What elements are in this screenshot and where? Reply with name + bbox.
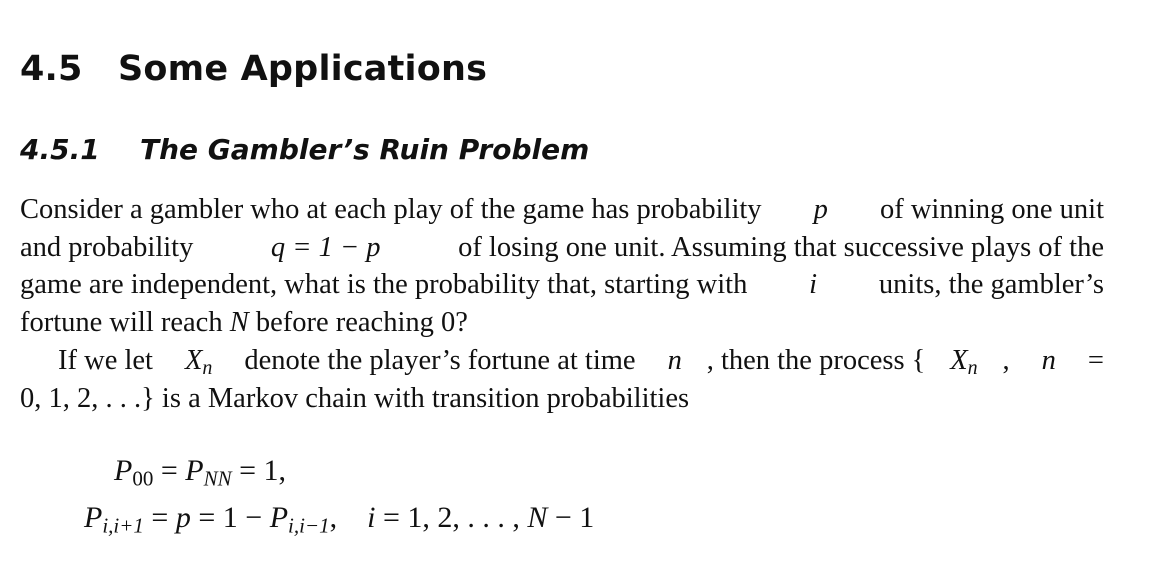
math-variable-Xn [950, 342, 977, 380]
text-run: units, the gambler’s [871, 269, 1104, 301]
math-variable-i: i [809, 269, 818, 301]
section-title: Some Applications [118, 49, 488, 89]
text-run: before reaching 0? [248, 307, 468, 339]
equation-transition-probabilities [84, 498, 594, 538]
math-subscript: n [967, 356, 978, 379]
problem-statement-paragraph [20, 191, 1104, 342]
subsection-number: 4.5.1 [20, 133, 100, 166]
math-variable-N: N [229, 307, 249, 339]
paragraph-line [20, 304, 1104, 342]
math-symbol: X [950, 345, 968, 376]
text-run: of losing one unit. Assuming that successive plays of the [450, 231, 1104, 263]
math-operator: = 1, 2, . . . , [375, 501, 528, 534]
math-symbol: P [114, 454, 133, 487]
paragraph-line [20, 229, 1104, 267]
text-run: , then the process { [706, 345, 926, 376]
text-run: and probability [20, 231, 201, 263]
math-variable-n: n [1041, 345, 1056, 376]
math-symbol: P [269, 501, 289, 534]
math-subscript: i,i−1 [288, 513, 330, 538]
math-symbol: P [185, 454, 204, 487]
text-run: Consider a gambler who at each play of the game has probability [20, 194, 769, 225]
text-run: = [1080, 345, 1104, 376]
math-symbol: i [367, 501, 376, 534]
paragraph-line [20, 380, 1104, 418]
math-symbol: P [84, 501, 103, 534]
paragraph-line [20, 191, 1104, 229]
text-run: , [1002, 345, 1017, 376]
markov-chain-paragraph [20, 342, 1104, 417]
math-variable-p: p [813, 194, 828, 225]
paragraph-line [58, 342, 1104, 380]
equation-boundary-probabilities [114, 451, 286, 491]
math-variable-n: n [667, 345, 682, 376]
math-variable-Xn [185, 342, 212, 380]
math-operator: − 1 [547, 501, 595, 534]
math-operator: = 1, [231, 454, 287, 487]
subsection-title: The Gambler’s Ruin Problem [140, 133, 590, 166]
math-operator: = [143, 501, 176, 534]
math-subscript: 00 [132, 466, 154, 491]
section-number: 4.5 [20, 49, 83, 89]
math-operator: = 1 − [190, 501, 270, 534]
text-run: If we let [58, 345, 161, 376]
math-expression-q: q = 1 − p [270, 231, 381, 263]
subsection-heading [20, 130, 589, 170]
math-symbol: p [175, 501, 191, 534]
math-symbol: N [527, 501, 548, 534]
math-operator: = [153, 454, 186, 487]
paragraph-line [20, 266, 1104, 304]
math-symbol: X [184, 345, 203, 376]
text-run: of winning one unit [872, 194, 1104, 225]
section-heading [20, 44, 487, 94]
math-subscript: n [202, 356, 213, 379]
text-run: fortune will reach [20, 307, 230, 339]
text-run: 0, 1, 2, . . .} is a Markov chain with transition probabilities [20, 382, 690, 414]
text-run: denote the player’s fortune at time [237, 345, 643, 376]
math-subscript: i,i+1 [102, 513, 144, 538]
text-run: game are independent, what is the probability that, starting with [20, 269, 755, 301]
math-operator: , [329, 501, 368, 534]
math-subscript: NN [203, 466, 232, 491]
